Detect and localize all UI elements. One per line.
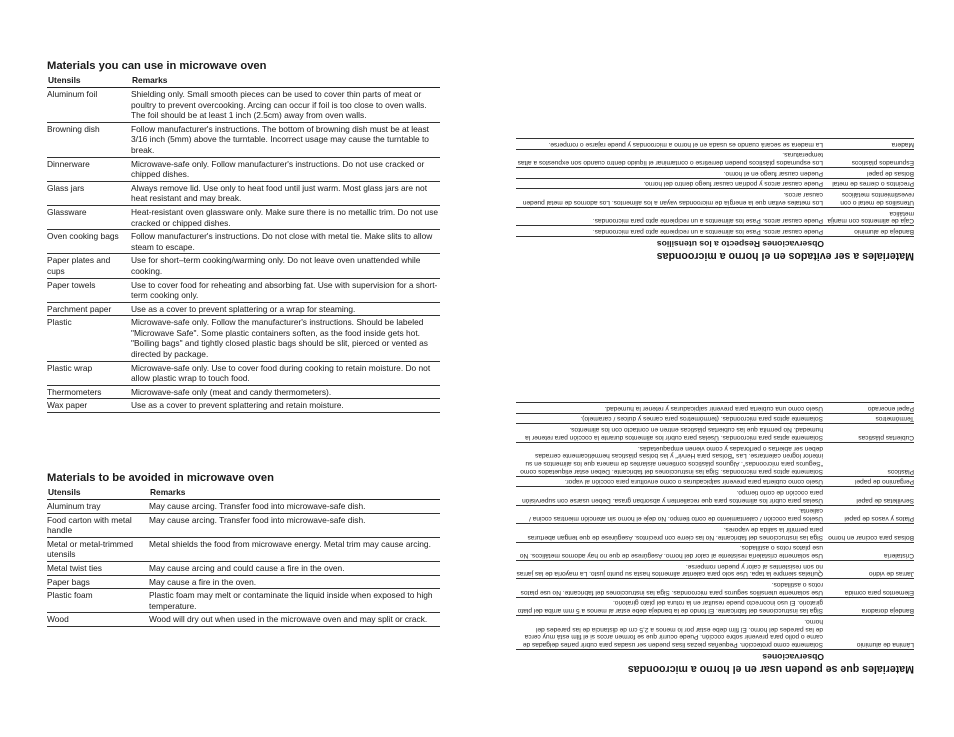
es-usable-materials-table [516, 402, 914, 650]
remark-cell: Microwave-safe only. Follow manufacturer's instructions. Do not use cracked or chipped dishes. [131, 158, 425, 180]
remark-cell: Úselos para cocción / calentamiento de corto tiempo. No deje el horno sin atención mientras cocina / calienta. [529, 507, 823, 523]
remark-cell: Follow manufacturer's instructions. Do not close with metal tie. Make slits to allow steam to escape. [131, 231, 433, 252]
table-row [516, 188, 914, 206]
table-row [47, 562, 440, 576]
remark-cell: Plastic foam may melt or contaminate the liquid inside when exposed to high temperature. [149, 590, 433, 611]
remark-cell: Wood will dry out when used in the microwave oven and may split or crack. [149, 614, 428, 625]
table-row [516, 138, 914, 149]
spanish-page-rotated [477, 0, 954, 737]
table-row [47, 230, 440, 254]
spanish-page [477, 0, 954, 737]
utensil-cell: Paper towels [47, 279, 96, 290]
remark-cell: Use to cover food for reheating and absorbing fat. Use with supervision for a short-term cooking only. [131, 279, 438, 301]
remark-cell: Shielding only. Small smooth pieces can be used to cover thin parts of meat or poultry to prevent overcooking. Arcing can occur if foil is too close to oven walls. The foil should be at least 1 inch (2.5cm) away from oven walls. [131, 89, 427, 121]
utensil-cell: Cubiertas plásticas [858, 433, 914, 441]
remark-cell: Siga las instrucciones del fabricante. El fondo de la bandeja debe estar al menos a 5 mm arriba del plato giratorio. El uso incorrecto puede resultar en la rotura del plato giratorio. [517, 599, 823, 615]
remark-cell: Solamente aptos para microondas. (termómetros para carnes y dulces / caramelo). [580, 415, 823, 423]
es-usable-materials-title: Materiales que se pueden usar en el horno a microondas [627, 663, 914, 675]
remark-cell: Úselo como una cubierta para prevenir salpicaduras y retener la humedad. [604, 404, 823, 412]
table-row [516, 413, 914, 424]
utensil-cell: Plastic wrap [47, 362, 93, 373]
utensil-cell: Paper bags [47, 576, 90, 587]
utensil-cell: Caja de alimentos con manija metálica [827, 209, 914, 225]
table-row [516, 167, 914, 178]
remark-cell: Los metales evitan que la energía de microondas vayan a los alimentos. Los adornos de metal pueden causar arcos. [522, 191, 823, 206]
avoid-materials-section [47, 472, 440, 627]
remark-cell: Siga las instrucciones del fabricante. No las cierre con precintos. Asegúrese de que tengan aberturas para permitir la salida de vapores. [527, 525, 823, 541]
utensil-cell: Metal or metal-trimmed utensils [47, 538, 134, 560]
utensils-header: Utensils [48, 75, 81, 85]
usable-materials-header [47, 75, 440, 88]
remark-cell: Use for short–term cooking/warming only. Do not leave oven unattended while cooking. [131, 255, 421, 276]
remark-cell: Use solamente utensilios seguros para microondas. Siga las instrucciones del fabricante. No use platos rotos o astillados. [520, 581, 823, 596]
utensil-cell: Platos y vasos de papel [844, 515, 914, 523]
table-row [47, 158, 440, 182]
utensil-cell: Espumados plásticos [851, 159, 914, 167]
table-row [47, 386, 440, 400]
remark-cell: Solamente aptos para microondas. Siga las instrucciones del fabricante. Deben estar etiquetados como "Seguros para microondas". Algunos plásticos contienen aislantes de manera que los alimentos en su interior logren calentarse. Las "Bolsas para Hervir" y las bolsas plásticas herméticamente cerradas deben ser abiertas o perforadas y como vienen empaquetadas. [520, 444, 823, 475]
remark-cell: May cause arcing. Transfer food into microwave-safe dish. [149, 514, 366, 525]
table-row [516, 542, 914, 560]
es-avoid-materials-section [516, 138, 914, 262]
table-row [516, 486, 914, 504]
remark-cell: Los espumados plásticos pueden derretirse o contaminar el líquido dentro cuando son expuestos a altas temperaturas. [517, 151, 823, 167]
utensil-cell: Lámina de aluminio [856, 641, 914, 648]
avoid-materials-header [47, 487, 440, 500]
table-row [516, 178, 914, 189]
remark-cell: Solamente aptas para microondas. Úselas para cubrir los alimentos durante la cocción para retener la humedad. No permita que las cubiertas plásticas entren en contacto con los alimentos. [525, 426, 823, 441]
utensil-cell: Termómetros [875, 415, 914, 423]
utensil-cell: Servilletas de papel [856, 496, 914, 504]
table-row [47, 254, 440, 278]
utensil-cell: Glassware [47, 206, 87, 217]
utensil-cell: Plásticos [887, 467, 914, 475]
remark-cell: Use solamente cristalería resistente al calor del horno. Asegúrese de que no hay adornos metálicos. No use platos rotos o astillados. [519, 544, 823, 559]
utensil-cell: Parchment paper [47, 303, 112, 314]
remark-cell: Úselas para cubrir los alimentos para que recalienten y absorban grasa. Deben usarse con supervisión para cocción de corto tiempo. [522, 489, 823, 504]
avoid-materials-title: Materials to be avoided in microwave oven [47, 472, 274, 484]
utensil-cell: Wood [47, 614, 69, 625]
es-avoid-materials-subheader: Observaciones Respecto a los utensilios [656, 239, 824, 249]
remark-cell: Microwave-safe only (meat and candy thermometers). [131, 386, 332, 397]
remarks-header: Remarks [132, 75, 168, 85]
utensil-cell: Wax paper [47, 400, 88, 411]
remark-cell: Quítelas siempre la tapa. Use solo para calentar alimentos hasta su punto justo. La mayoría de las jarras no son resistentes al calor y pueden romperse. [516, 562, 823, 578]
utensil-cell: Cristalería [883, 551, 914, 559]
utensil-cell: Food carton with metal handle [47, 514, 132, 536]
es-avoid-materials-table [516, 138, 914, 237]
utensil-cell: Bolsas para cocinar en horno [828, 533, 914, 541]
usable-materials-table [47, 88, 440, 413]
table-row [516, 423, 914, 441]
table-row [47, 538, 440, 562]
table-row [47, 362, 440, 386]
table-row [47, 316, 440, 361]
utensil-cell: Elementos para comida [844, 588, 914, 596]
es-usable-materials-section [516, 402, 914, 675]
utensil-cell: Jarras de vidrio [868, 570, 914, 578]
table-row [47, 206, 440, 230]
table-row [47, 613, 440, 627]
es-avoid-materials-title: Materiales a ser evitados en el horno a microondas [656, 250, 914, 262]
usable-materials-title: Materials you can use in microwave oven [47, 60, 267, 72]
utensil-cell: Bandeja de aluminio [854, 228, 914, 235]
remark-cell: Use as a cover to prevent splattering or a wrap for steaming. [131, 303, 356, 314]
table-row [516, 615, 914, 649]
table-row [516, 560, 914, 578]
table-row [47, 182, 440, 206]
remark-cell: Puede causar arcos. Pase los alimentos a un recipiente apto para microondas. [592, 217, 823, 225]
table-row [516, 149, 914, 167]
remark-cell: May cause arcing and could cause a fire in the oven. [149, 562, 345, 573]
table-row [47, 88, 440, 123]
avoid-materials-table [47, 500, 440, 627]
table-row [516, 505, 914, 523]
remark-cell: La madera se secará cuando es usada en el horno a microondas y puede rajarse o romperse. [548, 140, 823, 148]
usable-materials-section [47, 60, 440, 413]
remark-cell: Pueden causar fuego en el horno. [723, 169, 823, 177]
table-row [47, 279, 440, 303]
utensil-cell: Plastic foam [47, 590, 93, 601]
utensil-cell: Madera [891, 140, 914, 148]
utensil-cell: Aluminum foil [47, 89, 98, 99]
utensil-cell: Precintos o cierres de metal [832, 180, 914, 188]
table-row [516, 597, 914, 615]
remark-cell: Always remove lid. Use only to heat food until just warm. Most glass jars are not heat resistant and may break. [131, 182, 428, 204]
utensil-cell: Bandeja doradora [861, 607, 914, 615]
remark-cell: Úselo como cubierta para prevenir salpicaduras o como envoltura para cocción al vapor. [564, 478, 823, 486]
utensil-cell: Browning dish [47, 123, 100, 134]
table-row [516, 402, 914, 413]
table-row [516, 578, 914, 596]
table-row [47, 576, 440, 590]
table-row [516, 523, 914, 541]
remark-cell: Microwave-safe only. Follow the manufacturer's instructions. Should be labeled "Microwave Safe". Some plastic containers soften, as the food inside gets hot. "Boiling bags" and tightly closed plastic bags should be slit, pierced or vented as directed by package. [131, 317, 428, 360]
utensil-cell: Pergamino de papel [854, 478, 914, 486]
table-row [516, 442, 914, 476]
remark-cell: May cause a fire in the oven. [149, 576, 257, 587]
table-row [47, 123, 440, 158]
utensil-cell: Paper plates and cups [47, 255, 111, 276]
remark-cell: Microwave-safe only. Use to cover food during cooking to retain moisture. Do not allow plastic wrap to touch food. [131, 362, 431, 384]
remark-cell: Solamente como protección. Pequeñas piezas lisas pueden ser usadas para cubrir partes delgadas de carne o pollo para prevenir sobre cocción. Puede ocurrir que se formen arcos si el film está muy cerca de las paredes del horno. El film debe estar por lo menos a 2,5 cm de distancia de las paredes del horno. [522, 617, 823, 648]
utensil-cell: Dinnerware [47, 158, 90, 169]
remark-cell: Metal shields the food from microwave energy. Metal trim may cause arcing. [149, 538, 431, 549]
table-row [47, 399, 440, 413]
table-row [516, 225, 914, 236]
utensil-cell: Plastic [47, 317, 72, 328]
utensil-cell: Glass jars [47, 182, 85, 193]
table-row [516, 476, 914, 487]
remark-cell: Follow manufacturer's instructions. The bottom of browning dish must be at least 3/16 inch (5mm) above the turntable. Incorrect usage may cause the turntable to break. [131, 123, 429, 155]
utensil-cell: Aluminum tray [47, 501, 101, 511]
remark-cell: Puede causar arcos y podrían causar fuego dentro del horno. [643, 180, 823, 188]
remark-cell: Use as a cover to prevent splattering and retain moisture. [131, 400, 344, 411]
table-row [47, 500, 440, 514]
utensil-cell: Papel encerado [867, 404, 914, 412]
table-row [47, 589, 440, 613]
table-row [516, 207, 914, 225]
utensil-cell: Utensilios de metal o con revestimientos metálicos [840, 191, 914, 206]
utensil-cell: Oven cooking bags [47, 231, 119, 242]
remark-cell: Puede causar arcos. Pase los alimentos a un recipiente apto para microondas. [592, 228, 823, 235]
remarks-header: Remarks [150, 487, 186, 497]
utensil-cell: Thermometers [47, 386, 102, 397]
utensil-cell: Metal twist ties [47, 562, 102, 573]
table-row [47, 514, 440, 538]
remark-cell: May cause arcing. Transfer food into microwave-safe dish. [149, 501, 366, 511]
table-row [47, 303, 440, 317]
es-usable-materials-subheader: Observaciones [762, 652, 824, 662]
utensils-header: Utensils [48, 487, 81, 497]
remark-cell: Heat-resistant oven glassware only. Make sure there is no metallic trim. Do not use cracked or chipped dishes. [131, 206, 439, 228]
utensil-cell: Bolsas de papel [867, 169, 914, 177]
